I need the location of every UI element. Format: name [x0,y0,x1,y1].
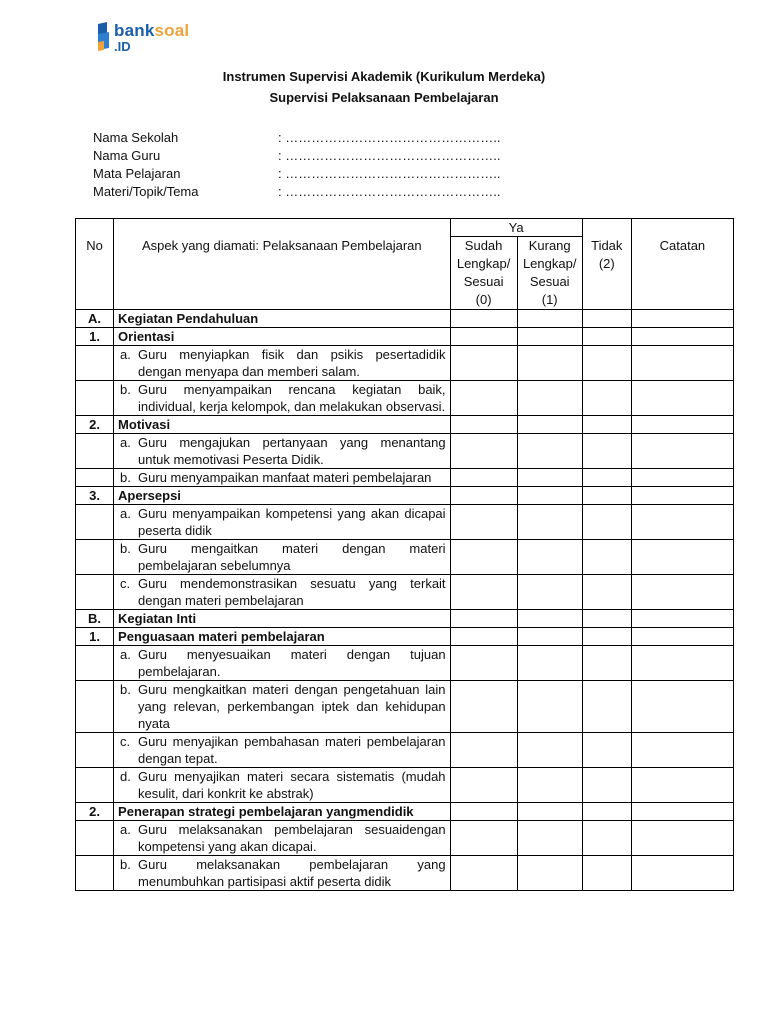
aspect-item-body [118,381,446,415]
field-value: : ………………………………………….. [278,184,501,199]
item-text: Guru mengajukan pertanyaan yang menantang untuk memotivasi Peserta Didik. [138,435,446,467]
item-text: Guru mendemonstrasikan sesuatu yang terkait dengan materi pembelajaran [138,576,446,608]
item-text: Guru menyiapkan fisik dan psikis pesertadidik dengan menyapa dan memberi salam. [138,347,446,379]
score-kurang-cell[interactable] [517,575,582,610]
section-label: Apersepsi [114,487,451,505]
catatan-cell[interactable] [631,381,733,416]
aspect-item [114,821,451,856]
table-row [76,856,734,891]
score-tidak-cell[interactable] [582,328,631,346]
item-marker: b. [120,470,131,485]
table-row [76,768,734,803]
aspect-item [114,646,451,681]
aspect-item [114,346,451,381]
table-row [76,328,734,346]
aspect-item-body [118,733,446,767]
header-aspek: Aspek yang diamati: Pelaksanaan Pembelajaran [114,219,451,310]
score-kurang-cell[interactable] [517,733,582,768]
aspect-item [114,505,451,540]
field-label: Materi/Topik/Tema [93,184,199,199]
table-row [76,628,734,646]
catatan-cell[interactable] [631,505,733,540]
item-text: Guru menyampaikan rencana kegiatan baik, individual, kerja kelompok, dan melakukan observasi. [138,382,446,414]
score-sudah-cell[interactable] [450,540,517,575]
score-tidak-cell[interactable] [582,381,631,416]
header-catatan: Catatan [631,219,733,310]
logo-part2: soal [154,21,190,40]
aspect-item-body [118,856,446,890]
logo-suffix: .ID [114,39,131,54]
table-row [76,610,734,628]
item-text: Guru melaksanakan pembelajaran yang menumbuhkan partisipasi aktif peserta didik [138,857,446,889]
aspect-item-body [118,434,446,468]
aspect-item-body [118,505,446,539]
row-number [76,821,114,856]
score-sudah-cell[interactable] [450,487,517,505]
catatan-cell[interactable] [631,610,733,628]
item-marker: b. [120,857,131,872]
catatan-cell[interactable] [631,856,733,891]
aspect-item [114,434,451,469]
score-sudah-cell[interactable] [450,346,517,381]
score-sudah-cell[interactable] [450,610,517,628]
score-kurang-cell[interactable] [517,346,582,381]
section-label: Kegiatan Pendahuluan [114,310,451,328]
score-sudah-cell[interactable] [450,803,517,821]
table-row [76,487,734,505]
score-sudah-cell[interactable] [450,381,517,416]
document-subtitle: Supervisi Pelaksanaan Pembelajaran [269,90,499,105]
aspect-item-body [118,575,446,609]
section-label: Motivasi [114,416,451,434]
catatan-cell[interactable] [631,733,733,768]
catatan-cell[interactable] [631,346,733,381]
score-kurang-cell[interactable] [517,328,582,346]
logo-wordmark [114,22,189,53]
item-marker: a. [120,506,131,521]
aspect-item [114,768,451,803]
score-kurang-cell[interactable] [517,628,582,646]
item-text: Guru mengaitkan materi dengan materi pembelajaran sebelumnya [138,541,446,573]
aspect-item-body [118,681,446,732]
catatan-cell[interactable] [631,328,733,346]
score-kurang-cell[interactable] [517,487,582,505]
score-kurang-cell[interactable] [517,540,582,575]
score-tidak-cell[interactable] [582,575,631,610]
catatan-cell[interactable] [631,310,733,328]
score-kurang-cell[interactable] [517,821,582,856]
field-label: Nama Guru [93,148,161,163]
header-sudah: Sudah Lengkap/ Sesuai (0) [450,237,517,310]
item-marker: c. [120,576,131,591]
score-sudah-cell[interactable] [450,733,517,768]
item-text: Guru menyajikan pembahasan materi pembelajaran dengan tepat. [138,734,446,766]
score-kurang-cell[interactable] [517,381,582,416]
table-row [76,469,734,487]
catatan-cell[interactable] [631,416,733,434]
table-row [76,310,734,328]
item-text: Guru menyampaikan manfaat materi pembelajaran [138,470,432,485]
field-label: Nama Sekolah [93,130,179,145]
score-tidak-cell[interactable] [582,505,631,540]
field-value: : ………………………………………….. [278,130,501,145]
aspect-item-body [118,768,446,802]
table-row [76,646,734,681]
aspect-item-body [118,346,446,380]
score-sudah-cell[interactable] [450,416,517,434]
table-row [76,505,734,540]
header-kurang: Kurang Lengkap/ Sesuai (1) [517,237,582,310]
catatan-cell[interactable] [631,540,733,575]
section-label: Penguasaan materi pembelajaran [114,628,451,646]
item-marker: a. [120,435,131,450]
row-number: 1. [76,328,114,346]
score-sudah-cell[interactable] [450,434,517,469]
table-row [76,803,734,821]
score-tidak-cell[interactable] [582,434,631,469]
item-marker: a. [120,822,131,837]
row-number: 2. [76,416,114,434]
catatan-cell[interactable] [631,821,733,856]
catatan-cell[interactable] [631,768,733,803]
catatan-cell[interactable] [631,646,733,681]
score-tidak-cell[interactable] [582,733,631,768]
score-kurang-cell[interactable] [517,469,582,487]
catatan-cell[interactable] [631,575,733,610]
table-row [76,575,734,610]
score-tidak-cell[interactable] [582,346,631,381]
score-sudah-cell[interactable] [450,469,517,487]
score-tidak-cell[interactable] [582,487,631,505]
item-marker: c. [120,734,131,749]
row-number [76,434,114,469]
row-number: B. [76,610,114,628]
row-number [76,681,114,733]
catatan-cell[interactable] [631,803,733,821]
score-kurang-cell[interactable] [517,856,582,891]
header-no: No [76,219,114,310]
score-tidak-cell[interactable] [582,628,631,646]
score-kurang-cell[interactable] [517,610,582,628]
catatan-cell[interactable] [631,681,733,733]
item-text: Guru menyampaikan kompetensi yang akan dicapai peserta didik [138,506,446,538]
score-kurang-cell[interactable] [517,505,582,540]
score-tidak-cell[interactable] [582,646,631,681]
section-label: Orientasi [114,328,451,346]
item-marker: b. [120,682,131,697]
catatan-cell[interactable] [631,469,733,487]
aspect-item [114,381,451,416]
row-number: A. [76,310,114,328]
item-marker: d. [120,769,131,784]
table-row [76,821,734,856]
score-sudah-cell[interactable] [450,628,517,646]
score-sudah-cell[interactable] [450,646,517,681]
item-marker: a. [120,647,131,662]
aspect-item-body [118,469,446,486]
row-number [76,540,114,575]
field-value: : ………………………………………….. [278,148,501,163]
score-tidak-cell[interactable] [582,768,631,803]
score-tidak-cell[interactable] [582,610,631,628]
catatan-cell[interactable] [631,487,733,505]
catatan-cell[interactable] [631,434,733,469]
table-row [76,416,734,434]
banksoal-logo [95,22,189,56]
aspect-item [114,733,451,768]
aspect-item-body [118,646,446,680]
table-row [76,540,734,575]
score-kurang-cell[interactable] [517,681,582,733]
item-text: Guru menyajikan materi secara sistematis (mudah kesulit, dari konkrit ke abstrak) [138,769,446,801]
header-ya: Ya [450,219,582,237]
row-number: 2. [76,803,114,821]
row-number [76,505,114,540]
field-value: : ………………………………………….. [278,166,501,181]
table-row [76,434,734,469]
aspect-item-body [118,821,446,855]
score-kurang-cell[interactable] [517,310,582,328]
logo-part1: bank [114,21,155,40]
aspect-item [114,540,451,575]
row-number [76,575,114,610]
item-text: Guru mengkaitkan materi dengan pengetahuan lain yang relevan, perkembangan iptek dan kehidupan nyata [138,682,446,731]
score-tidak-cell[interactable] [582,803,631,821]
score-sudah-cell[interactable] [450,310,517,328]
score-kurang-cell[interactable] [517,416,582,434]
score-tidak-cell[interactable] [582,416,631,434]
row-number [76,733,114,768]
row-number: 1. [76,628,114,646]
identity-fields [93,130,500,202]
field-label: Mata Pelajaran [93,166,181,181]
score-kurang-cell[interactable] [517,803,582,821]
aspect-item-body [118,540,446,574]
score-tidak-cell[interactable] [582,469,631,487]
table-row [76,733,734,768]
score-kurang-cell[interactable] [517,768,582,803]
field-row [93,148,500,166]
score-sudah-cell[interactable] [450,681,517,733]
item-marker: a. [120,347,131,362]
row-number [76,768,114,803]
section-label: Penerapan strategi pembelajaran yangmendidik [114,803,451,821]
score-sudah-cell[interactable] [450,505,517,540]
field-row [93,184,500,202]
row-number [76,381,114,416]
logo-mark-icon [95,22,111,52]
field-row [93,130,500,148]
header-tidak: Tidak (2) [582,219,631,310]
row-number [76,856,114,891]
score-kurang-cell[interactable] [517,646,582,681]
row-number [76,646,114,681]
score-kurang-cell[interactable] [517,434,582,469]
document-title: Instrumen Supervisi Akademik (Kurikulum Merdeka) [222,69,546,84]
aspect-item [114,469,451,487]
item-marker: b. [120,382,131,397]
score-sudah-cell[interactable] [450,575,517,610]
score-sudah-cell[interactable] [450,328,517,346]
item-text: Guru melaksanakan pembelajaran sesuaidengan kompetensi yang akan dicapai. [138,822,446,854]
catatan-cell[interactable] [631,628,733,646]
score-sudah-cell[interactable] [450,821,517,856]
row-number: 3. [76,487,114,505]
section-label: Kegiatan Inti [114,610,451,628]
item-marker: b. [120,541,131,556]
score-tidak-cell[interactable] [582,821,631,856]
aspect-item [114,681,451,733]
row-number [76,346,114,381]
item-text: Guru menyesuaikan materi dengan tujuan pembelajaran. [138,647,446,679]
table-row [76,346,734,381]
score-tidak-cell[interactable] [582,540,631,575]
score-sudah-cell[interactable] [450,856,517,891]
aspect-item [114,575,451,610]
score-tidak-cell[interactable] [582,856,631,891]
supervision-table [75,218,734,891]
score-tidak-cell[interactable] [582,310,631,328]
score-sudah-cell[interactable] [450,768,517,803]
field-row [93,166,500,184]
table-row [76,381,734,416]
score-tidak-cell[interactable] [582,681,631,733]
row-number [76,469,114,487]
table-row [76,681,734,733]
aspect-item [114,856,451,891]
